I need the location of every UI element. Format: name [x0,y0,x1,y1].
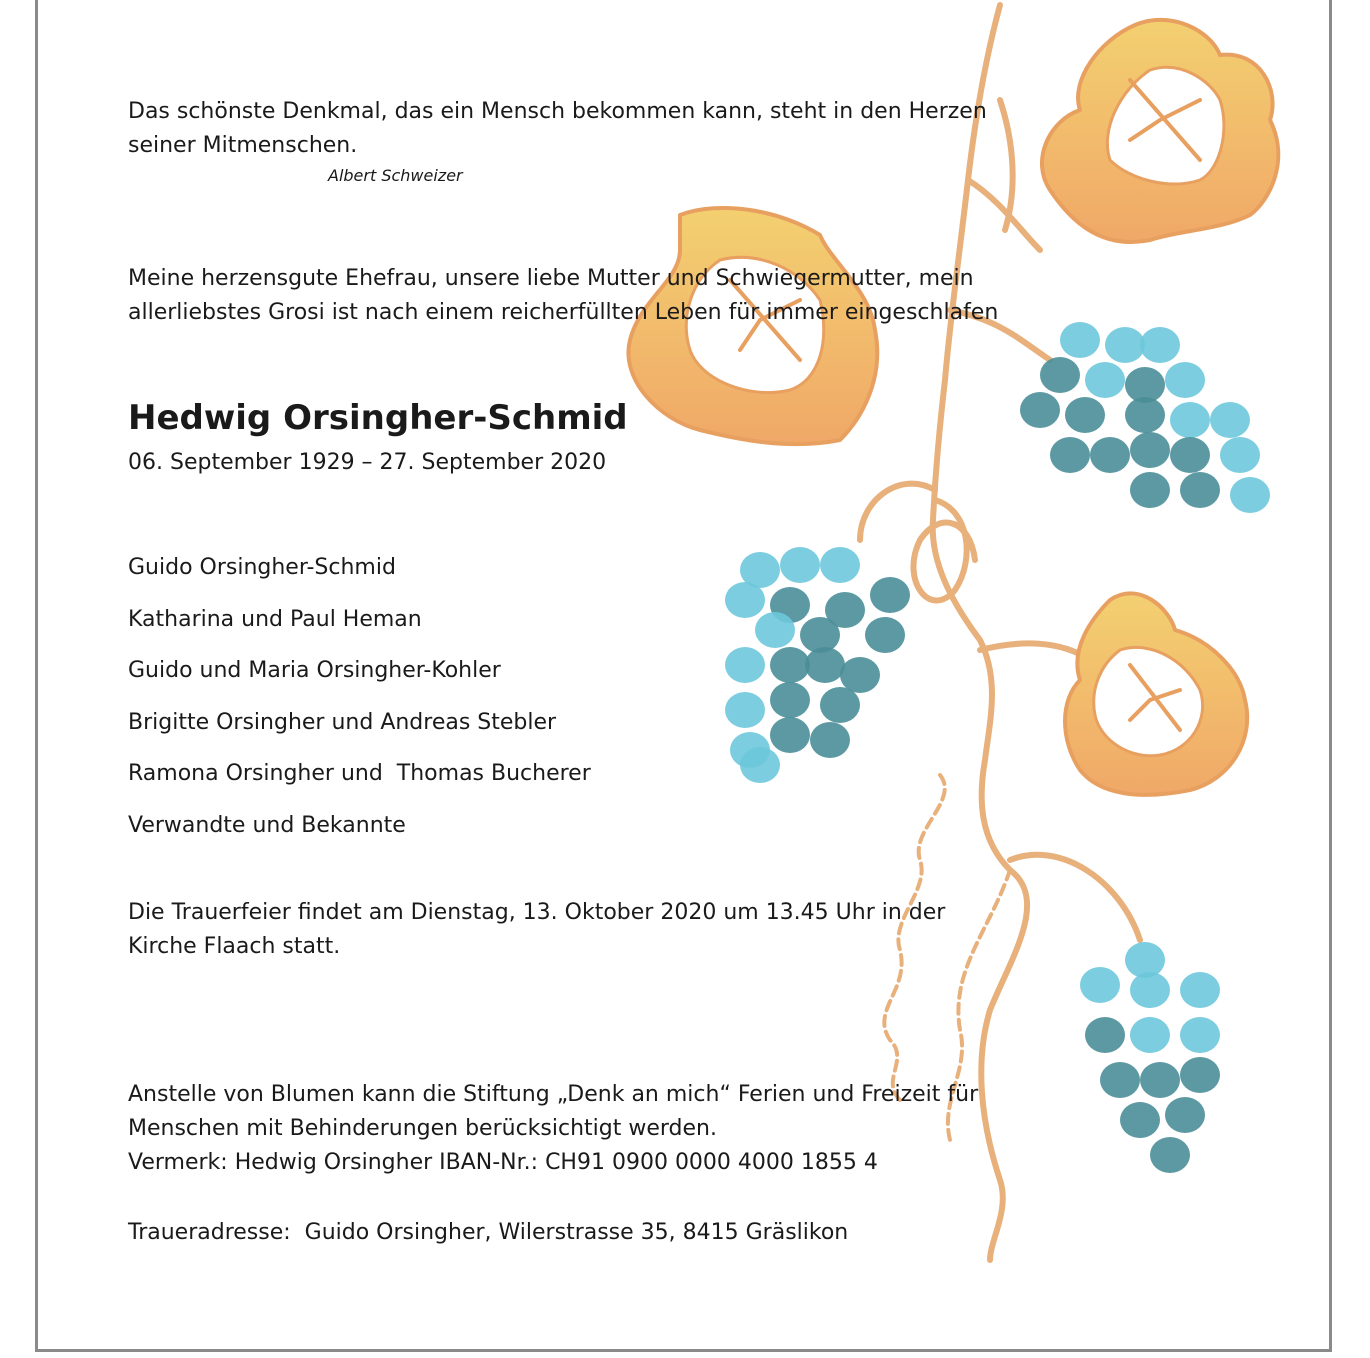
quote-text [128,95,987,163]
grape-berry [770,717,810,753]
donation-line-3: Vermerk: Hedwig Orsingher IBAN-Nr.: CH91 0900 0000 4000 1855 4 [128,1150,878,1175]
grape-berry [810,722,850,758]
mourner-item: Guido und Maria Orsingher-Kohler [128,658,501,684]
grape-berry [1150,1137,1190,1173]
grape-berry [870,577,910,613]
grape-berry [1165,362,1205,398]
mourners-list [128,551,591,861]
grape-berry [820,687,860,723]
intro-line-2: allerliebstes Grosi ist nach einem reicherfüllten Leben für immer eingeschlafen [128,300,999,325]
quote-line-1: Das schönste Denkmal, das ein Mensch bekommen kann, steht in den Herzen [128,99,987,124]
grape-berry [1130,972,1170,1008]
grape-berry [1165,1097,1205,1133]
grape-berry [1050,437,1090,473]
mourner-item: Ramona Orsingher und Thomas Bucherer [128,761,591,787]
grape-berry [1085,362,1125,398]
ceremony-line-1: Die Trauerfeier findet am Dienstag, 13. Oktober 2020 um 13.45 Uhr in der [128,900,946,925]
grape-berry [1180,472,1220,508]
grape-berry [1085,1017,1125,1053]
grape-berry [820,547,860,583]
grape-berry [725,692,765,728]
grape-berry [1120,1102,1160,1138]
grape-berry [780,547,820,583]
grape-berry [1170,437,1210,473]
grape-berry [1210,402,1250,438]
mourner-item: Brigitte Orsingher und Andreas Stebler [128,709,557,735]
grape-berry [1220,437,1260,473]
life-dates: 06. September 1929 – 27. September 2020 [128,450,607,475]
grape-berry [1230,477,1270,513]
grape-berry [1130,1017,1170,1053]
intro-text [128,262,998,330]
grape-berry [1140,1062,1180,1098]
grape-berry [740,747,780,783]
mourner-item: Verwandte und Bekannte [128,812,406,838]
mourner-item: Guido Orsingher-Schmid [128,555,396,580]
grape-berry [770,682,810,718]
intro-line-1: Meine herzensgute Ehefrau, unsere liebe Mutter und Schwiegermutter, mein [128,266,974,291]
donation-text [128,1078,978,1180]
grape-berry [1180,1057,1220,1093]
grape-berry [1130,472,1170,508]
grape-berry [1140,327,1180,363]
grape-berry [1080,967,1120,1003]
donation-line-2: Menschen mit Behinderungen berücksichtigt werden. [128,1116,717,1141]
grape-berry [865,617,905,653]
grape-berry [1090,437,1130,473]
ceremony-text [128,896,945,964]
grape-berry [725,582,765,618]
grape-berry [1180,1017,1220,1053]
donation-line-1: Anstelle von Blumen kann die Stiftung „Denk an mich“ Ferien und Freizeit für [128,1082,979,1107]
grape-berry [1170,402,1210,438]
grape-berry [1100,1062,1140,1098]
grape-berry [770,647,810,683]
grape-berry [1130,432,1170,468]
grape-berry [1060,322,1100,358]
grape-berry [1020,392,1060,428]
quote-author: Albert Schweizer [328,166,463,185]
grape-berry [1105,327,1145,363]
mourning-address: Traueradresse: Guido Orsingher, Wilerstrasse 35, 8415 Gräslikon [128,1220,849,1245]
mourner-item: Katharina und Paul Heman [128,606,422,632]
grape-berry [725,647,765,683]
grape-berry [1125,397,1165,433]
deceased-name: Hedwig Orsingher-Schmid [128,398,628,438]
grape-berry [755,612,795,648]
quote-line-2: seiner Mitmenschen. [128,133,358,158]
ceremony-line-2: Kirche Flaach statt. [128,934,341,959]
grape-berry [1065,397,1105,433]
grape-berry [1180,972,1220,1008]
grape-berry [1040,357,1080,393]
grape-berry [840,657,880,693]
grape-berry [805,647,845,683]
